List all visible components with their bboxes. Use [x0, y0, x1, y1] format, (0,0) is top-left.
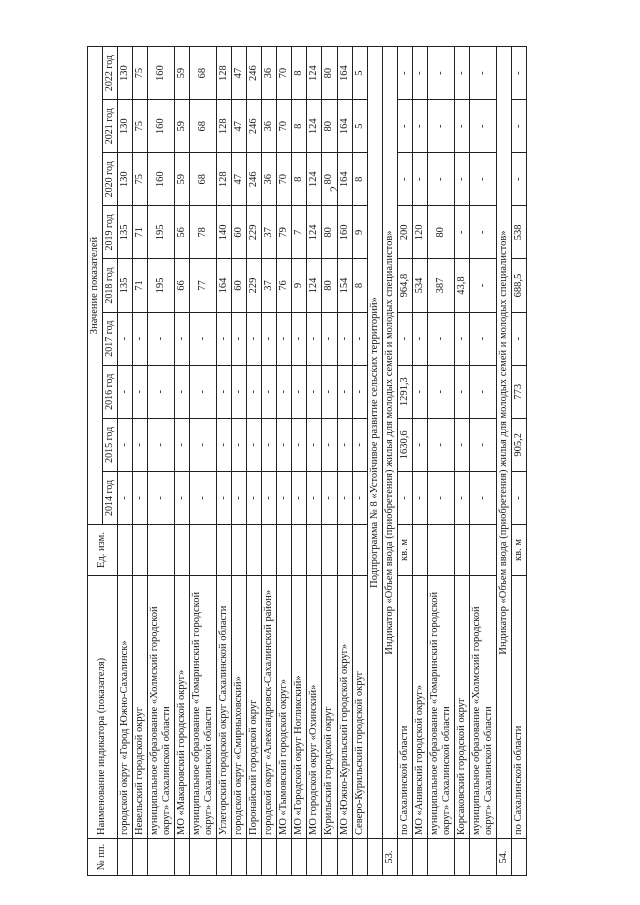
row-value: - — [455, 471, 470, 524]
row-name: МО «Анивский городской округ» — [412, 576, 427, 839]
row-value: 124 — [307, 206, 322, 259]
table-row — [132, 47, 147, 876]
row-value: 80 — [322, 153, 337, 206]
row-unit — [455, 525, 470, 576]
page-number: 2 — [327, 186, 341, 192]
row-name: Невельский городской округ — [132, 576, 147, 839]
row-value: - — [427, 365, 454, 418]
header-unit: Ед. изм. — [88, 525, 118, 576]
row-value: 688,5 — [512, 259, 527, 312]
row-name: муниципальное образование «Холмский городской округ» Сахалинской области — [147, 576, 174, 839]
row-value: - — [147, 312, 174, 365]
row-value: 37 — [262, 259, 277, 312]
row-value: - — [277, 365, 292, 418]
row-value: - — [427, 47, 454, 100]
row-value: 135 — [117, 259, 132, 312]
row-unit — [132, 525, 147, 576]
row-value: 80 — [322, 259, 337, 312]
row-value: 130 — [117, 100, 132, 153]
row-value: - — [292, 418, 307, 471]
table-row — [512, 47, 527, 876]
row-value: 68 — [189, 100, 216, 153]
row-value: - — [470, 365, 497, 418]
rotated-table-wrapper — [87, 46, 607, 876]
row-value: - — [455, 206, 470, 259]
row-value: - — [262, 312, 277, 365]
row-name: по Сахалинской области — [512, 576, 527, 839]
row-value: 80 — [427, 206, 454, 259]
row-value: - — [412, 312, 427, 365]
row-unit — [322, 525, 337, 576]
row-unit — [470, 525, 497, 576]
row-number — [174, 839, 189, 876]
row-value: - — [512, 100, 527, 153]
row-name: Корсаковский городской округ — [455, 576, 470, 839]
row-value: - — [322, 418, 337, 471]
row-value: 1291,3 — [397, 365, 412, 418]
row-value: - — [322, 471, 337, 524]
row-value: 130 — [117, 153, 132, 206]
row-value: - — [470, 259, 497, 312]
row-value: 160 — [147, 153, 174, 206]
table-row — [189, 47, 216, 876]
row-value: - — [232, 471, 247, 524]
row-number — [322, 839, 337, 876]
row-value: - — [292, 471, 307, 524]
row-value: 124 — [307, 259, 322, 312]
row-value: - — [470, 418, 497, 471]
row-value: - — [427, 471, 454, 524]
row-value: 8 — [352, 259, 367, 312]
row-value: - — [262, 418, 277, 471]
row-number — [292, 839, 307, 876]
row-value: 773 — [512, 365, 527, 418]
header-values-group: Значение показателей — [88, 47, 103, 525]
indicator-53-title — [382, 47, 397, 876]
row-value: 160 — [337, 206, 352, 259]
row-value: - — [262, 471, 277, 524]
header-year: 2021 год — [103, 100, 118, 153]
row-value: - — [512, 471, 527, 524]
row-value: - — [292, 312, 307, 365]
table-body — [117, 47, 527, 876]
row-value: - — [352, 471, 367, 524]
row-value: - — [189, 365, 216, 418]
row-value: - — [117, 418, 132, 471]
table-row — [337, 47, 352, 876]
row-value: - — [455, 100, 470, 153]
row-value: - — [174, 365, 189, 418]
row-name: МО городской округ «Охинский» — [307, 576, 322, 839]
row-value: 66 — [174, 259, 189, 312]
row-value: 124 — [307, 100, 322, 153]
row-value: - — [455, 365, 470, 418]
row-value: - — [322, 312, 337, 365]
table-row — [117, 47, 132, 876]
row-value: - — [174, 471, 189, 524]
row-value: - — [132, 418, 147, 471]
row-number — [117, 839, 132, 876]
row-value: 1630,6 — [397, 418, 412, 471]
table-row — [232, 47, 247, 876]
row-value: 229 — [247, 206, 262, 259]
indicator-54-title-text: Индикатор «Объем ввода (приобретения) жилья для молодых семей и молодых специалистов» — [497, 47, 512, 839]
row-value: - — [189, 471, 216, 524]
indicators-table — [87, 46, 527, 876]
row-value: 43,8 — [455, 259, 470, 312]
row-value: - — [427, 100, 454, 153]
row-value: 130 — [117, 47, 132, 100]
row-value: - — [397, 100, 412, 153]
row-value: 59 — [174, 100, 189, 153]
row-number — [277, 839, 292, 876]
row-value: 5 — [352, 100, 367, 153]
row-number — [427, 839, 454, 876]
row-number — [455, 839, 470, 876]
table-row — [262, 47, 277, 876]
row-value: 8 — [292, 100, 307, 153]
row-value: - — [174, 312, 189, 365]
row-value: 47 — [232, 47, 247, 100]
row-number — [470, 839, 497, 876]
row-number: 54. — [497, 839, 512, 876]
row-value: 47 — [232, 153, 247, 206]
row-value: - — [132, 312, 147, 365]
row-value: - — [455, 153, 470, 206]
table-row — [455, 47, 470, 876]
row-value: - — [117, 365, 132, 418]
row-value: - — [337, 471, 352, 524]
row-value: 124 — [307, 153, 322, 206]
row-unit — [292, 525, 307, 576]
row-name: Курильский городской округ — [322, 576, 337, 839]
row-number — [352, 839, 367, 876]
row-value: - — [217, 365, 232, 418]
row-unit — [217, 525, 232, 576]
row-value: - — [247, 365, 262, 418]
row-number: 53. — [382, 839, 397, 876]
row-value: 80 — [322, 47, 337, 100]
row-value: 71 — [132, 206, 147, 259]
row-value: 128 — [217, 153, 232, 206]
row-number — [247, 839, 262, 876]
row-value: - — [117, 471, 132, 524]
row-value: - — [262, 365, 277, 418]
row-number — [397, 839, 412, 876]
row-number — [147, 839, 174, 876]
row-value: 75 — [132, 153, 147, 206]
row-value: - — [217, 471, 232, 524]
row-value: - — [277, 418, 292, 471]
row-number — [189, 839, 216, 876]
row-value: 70 — [277, 47, 292, 100]
row-value: 9 — [292, 259, 307, 312]
row-number — [367, 839, 382, 876]
row-value: - — [470, 100, 497, 153]
row-value: - — [247, 471, 262, 524]
row-value: - — [352, 365, 367, 418]
row-value: 387 — [427, 259, 454, 312]
row-value: 164 — [337, 153, 352, 206]
row-value: - — [412, 471, 427, 524]
row-value: 164 — [337, 100, 352, 153]
row-value: 75 — [132, 47, 147, 100]
row-value: 56 — [174, 206, 189, 259]
row-value: 195 — [147, 206, 174, 259]
row-value: 246 — [247, 47, 262, 100]
subprogram-title — [367, 47, 382, 876]
row-value: 78 — [189, 206, 216, 259]
row-value: 68 — [189, 153, 216, 206]
row-number — [232, 839, 247, 876]
table-row — [412, 47, 427, 876]
row-value: 60 — [232, 206, 247, 259]
indicator-54-title — [497, 47, 512, 876]
row-value: - — [147, 365, 174, 418]
row-name: МО «Городской округ Ногликский» — [292, 576, 307, 839]
row-value: - — [352, 312, 367, 365]
header-year: 2016 год — [103, 365, 118, 418]
row-value: 70 — [277, 153, 292, 206]
header-year: 2017 год — [103, 312, 118, 365]
row-name: по Сахалинской области — [397, 576, 412, 839]
row-value: - — [217, 312, 232, 365]
row-value: 905,2 — [512, 418, 527, 471]
table-row — [174, 47, 189, 876]
row-value: - — [397, 312, 412, 365]
row-value: - — [247, 418, 262, 471]
row-value: - — [397, 47, 412, 100]
header-year: 2018 год — [103, 259, 118, 312]
row-unit — [412, 525, 427, 576]
row-value: 47 — [232, 100, 247, 153]
row-value: 59 — [174, 153, 189, 206]
row-value: 59 — [174, 47, 189, 100]
row-unit — [189, 525, 216, 576]
row-value: - — [117, 312, 132, 365]
row-value: - — [189, 312, 216, 365]
row-value: - — [455, 418, 470, 471]
row-value: - — [470, 471, 497, 524]
row-value: 124 — [307, 47, 322, 100]
row-value: 160 — [147, 47, 174, 100]
row-value: 70 — [277, 100, 292, 153]
row-value: 195 — [147, 259, 174, 312]
row-value: - — [397, 153, 412, 206]
table-row — [322, 47, 337, 876]
row-value: 9 — [352, 206, 367, 259]
row-name: муниципальное образование «Холмский городской округ» Сахалинской области — [470, 576, 497, 839]
row-name: городской округ «Смирныховский» — [232, 576, 247, 839]
table-row — [217, 47, 232, 876]
row-unit — [352, 525, 367, 576]
row-value: 80 — [322, 206, 337, 259]
header-no: № пп. — [88, 839, 118, 876]
table-row — [292, 47, 307, 876]
row-value: - — [352, 418, 367, 471]
row-name: Поронайский городской округ — [247, 576, 262, 839]
header-year: 2019 год — [103, 206, 118, 259]
row-value: 8 — [352, 153, 367, 206]
row-unit: кв. м — [512, 525, 527, 576]
row-value: - — [132, 365, 147, 418]
table-row — [147, 47, 174, 876]
row-value: - — [512, 153, 527, 206]
row-value: - — [427, 312, 454, 365]
row-value: 36 — [262, 100, 277, 153]
row-unit — [174, 525, 189, 576]
row-value: 76 — [277, 259, 292, 312]
row-number — [132, 839, 147, 876]
header-year: 2022 год — [103, 47, 118, 100]
row-value: - — [470, 47, 497, 100]
row-value: 200 — [397, 206, 412, 259]
row-value: 140 — [217, 206, 232, 259]
row-value: 246 — [247, 100, 262, 153]
row-value: 229 — [247, 259, 262, 312]
row-value: - — [337, 312, 352, 365]
row-value: 534 — [412, 259, 427, 312]
row-value: 79 — [277, 206, 292, 259]
row-value: - — [322, 365, 337, 418]
row-unit — [277, 525, 292, 576]
row-value: - — [232, 312, 247, 365]
row-name: муниципальное образование «Томаринский городской округ» Сахалинской области — [189, 576, 216, 839]
row-name: Углегорский городской округ Сахалинской области — [217, 576, 232, 839]
row-name: городской округ «Город Южно-Сахалинск» — [117, 576, 132, 839]
table-row — [277, 47, 292, 876]
row-value: 7 — [292, 206, 307, 259]
row-value: - — [427, 153, 454, 206]
row-value: - — [337, 365, 352, 418]
row-value: 37 — [262, 206, 277, 259]
row-value: 128 — [217, 100, 232, 153]
row-name: МО «Южно-Курильский городской округ» — [337, 576, 352, 839]
row-value: 135 — [117, 206, 132, 259]
row-value: - — [307, 312, 322, 365]
row-unit — [147, 525, 174, 576]
row-number — [337, 839, 352, 876]
row-number — [307, 839, 322, 876]
row-value: 120 — [412, 206, 427, 259]
row-value: - — [307, 365, 322, 418]
row-value: 160 — [147, 100, 174, 153]
row-value: 5 — [352, 47, 367, 100]
row-name: городской округ «Александровск-Сахалинский район» — [262, 576, 277, 839]
row-value: 68 — [189, 47, 216, 100]
row-value: - — [217, 418, 232, 471]
row-name: МО «Макаровский городской округ» — [174, 576, 189, 839]
row-unit: кв. м — [397, 525, 412, 576]
table-row — [427, 47, 454, 876]
row-value: - — [427, 418, 454, 471]
row-value: - — [189, 418, 216, 471]
table-row — [397, 47, 412, 876]
row-value: - — [337, 418, 352, 471]
row-value: 71 — [132, 259, 147, 312]
row-name: муниципальное образование «Томаринский городской округ» Сахалинской области — [427, 576, 454, 839]
row-unit — [117, 525, 132, 576]
row-unit — [337, 525, 352, 576]
row-value: - — [247, 312, 262, 365]
row-unit — [427, 525, 454, 576]
row-value: 80 — [322, 100, 337, 153]
row-value: 246 — [247, 153, 262, 206]
row-value: - — [455, 312, 470, 365]
row-value: - — [277, 471, 292, 524]
table-row — [307, 47, 322, 876]
header-year: 2020 год — [103, 153, 118, 206]
row-value: - — [397, 471, 412, 524]
subprogram-title-text: Подпрограмма № 8 «Устойчивое развитие сельских территорий» — [367, 47, 382, 839]
row-unit — [262, 525, 277, 576]
row-value: 60 — [232, 259, 247, 312]
row-value: - — [412, 365, 427, 418]
row-value: - — [512, 312, 527, 365]
row-value: 538 — [512, 206, 527, 259]
table-row — [352, 47, 367, 876]
row-number — [217, 839, 232, 876]
row-number — [512, 839, 527, 876]
row-value: - — [232, 365, 247, 418]
row-value: 964,8 — [397, 259, 412, 312]
row-value: - — [470, 206, 497, 259]
header-year: 2015 год — [103, 418, 118, 471]
row-unit — [307, 525, 322, 576]
row-value: 154 — [337, 259, 352, 312]
row-value: 8 — [292, 47, 307, 100]
row-value: - — [455, 47, 470, 100]
row-value: 164 — [337, 47, 352, 100]
row-number — [412, 839, 427, 876]
header-name: Наименование индикатора (показателя) — [88, 576, 118, 839]
row-value: - — [232, 418, 247, 471]
row-value: 36 — [262, 47, 277, 100]
row-value: - — [412, 100, 427, 153]
row-name: МО «Тымовский городской округ» — [277, 576, 292, 839]
row-value: - — [412, 153, 427, 206]
row-value: - — [277, 312, 292, 365]
row-value: 77 — [189, 259, 216, 312]
row-value: - — [307, 471, 322, 524]
row-value: - — [132, 471, 147, 524]
table-row — [247, 47, 262, 876]
row-value: 8 — [292, 153, 307, 206]
row-unit — [232, 525, 247, 576]
row-value: - — [412, 418, 427, 471]
row-value: - — [307, 418, 322, 471]
header-year: 2014 год — [103, 471, 118, 524]
row-value: - — [470, 153, 497, 206]
row-name: Северо-Курильский городской округ — [352, 576, 367, 839]
row-value: 75 — [132, 100, 147, 153]
row-value: - — [147, 471, 174, 524]
row-value: 128 — [217, 47, 232, 100]
row-value: - — [412, 47, 427, 100]
row-value: - — [512, 47, 527, 100]
row-value: - — [292, 365, 307, 418]
row-value: - — [147, 418, 174, 471]
row-value: - — [470, 312, 497, 365]
table-row — [470, 47, 497, 876]
indicator-53-title-text: Индикатор «Объем ввода (приобретения) жилья для молодых семей и молодых специалистов» — [382, 47, 397, 839]
row-unit — [247, 525, 262, 576]
row-value: - — [174, 418, 189, 471]
row-value: 164 — [217, 259, 232, 312]
row-number — [262, 839, 277, 876]
row-value: 36 — [262, 153, 277, 206]
